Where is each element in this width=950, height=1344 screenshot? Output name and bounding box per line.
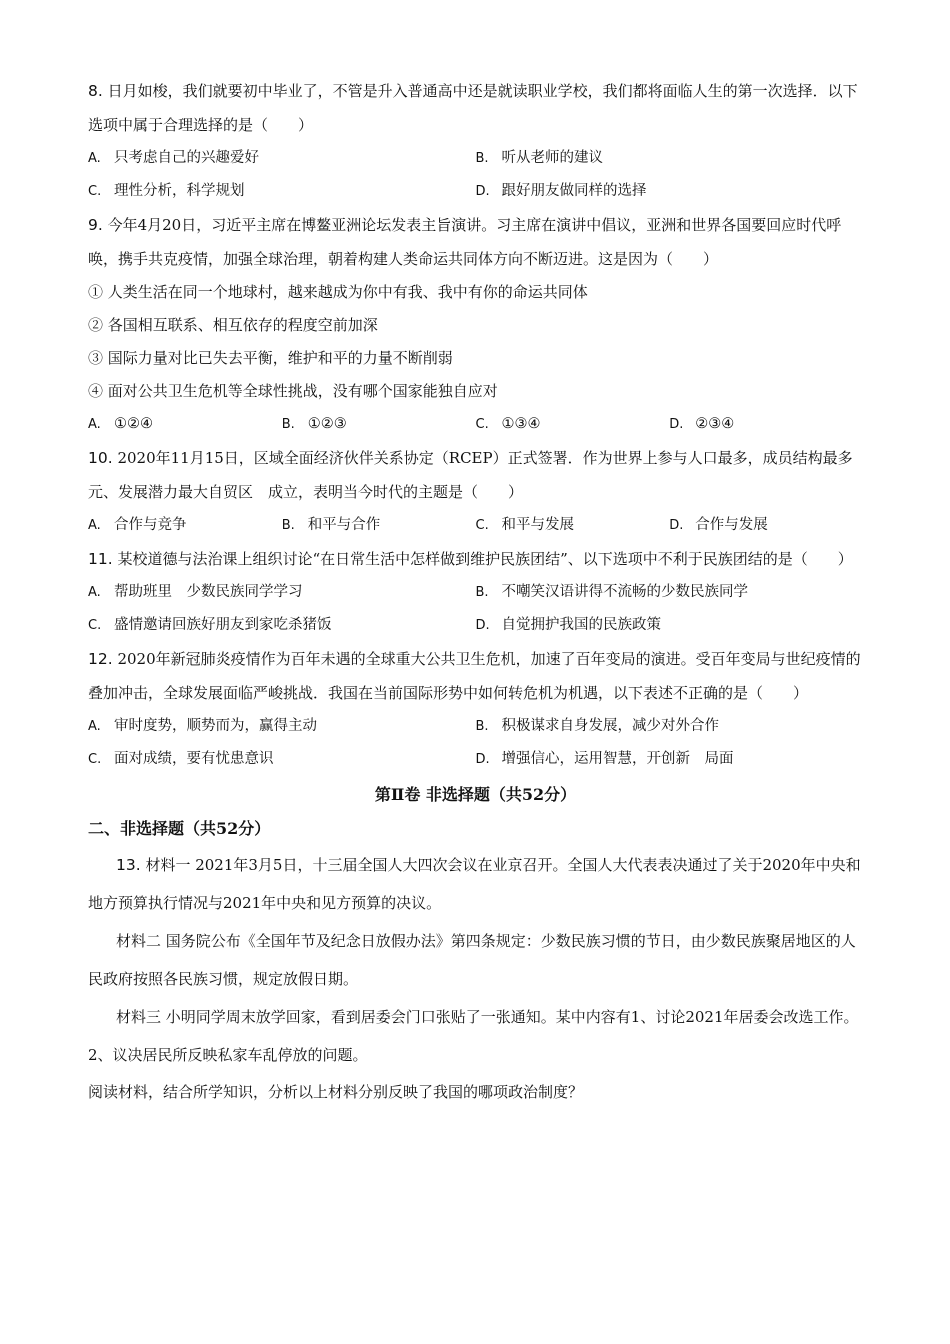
- question-text: 2020年11月15日，区域全面经济伙伴关系协定（RCEP）正式签署．作为世界上参与人口最多，成员结构最多元、发展潜力最大自贸区 成立，表明当今时代的主题是（ ）: [88, 449, 853, 501]
- statement-1: ① 人类生活在同一个地球村，越来越成为你中有我、我中有你的命运共同体: [88, 283, 588, 301]
- question-number: 9.: [88, 216, 103, 234]
- statement-3: ③ 国际力量对比已失去平衡，维护和平的力量不断削弱: [88, 349, 453, 367]
- question-11-stem: [88, 542, 863, 576]
- question-11-options-row2: [88, 609, 863, 642]
- option-a: A. 帮助班里 少数民族同学学习: [88, 584, 303, 600]
- option-c: C. ①③④: [475, 416, 541, 432]
- question-13-material-1: 13. 材料一 2021年3月5日，十三届全国人大四次会议在业京召开。全国人大代表表决通过了关于2020年中央和地方预算执行情况与2021年中央和见方预算的决议。: [88, 856, 861, 912]
- option-a: A. ①②④: [88, 416, 153, 432]
- question-13-material-3: 材料三 小明同学周末放学回家，看到居委会门口张贴了一张通知。某中内容有1、讨论2021年居委会改选工作。2、议决居民所反映私家车乱停放的问题。: [88, 1008, 859, 1064]
- option-b: B. 和平与合作: [281, 517, 381, 533]
- statement-2: ② 各国相互联系、相互依存的程度空前加深: [88, 316, 378, 334]
- question-text: 2020年新冠肺炎疫情作为百年未遇的全球重大公共卫生危机，加速了百年变局的演进。受百年变局与世纪疫情的叠加冲击，全球发展面临严峻挑战．我国在当前国际形势中如何转危机为机遇，以下表述不正确的是（ ）: [88, 650, 861, 702]
- question-9-options: [88, 408, 863, 441]
- option-b: B. 听从老师的建议: [475, 150, 603, 166]
- option-a: A. 只考虑自己的兴趣爱好: [88, 150, 259, 166]
- question-10-stem: [88, 441, 863, 509]
- option-c: C. 盛情邀请回族好朋友到家吃杀猪饭: [88, 617, 332, 633]
- option-a: A. 审时度势，顺势而为，赢得主动: [88, 718, 317, 734]
- question-number: 11.: [88, 550, 113, 568]
- option-d: D. ②③④: [669, 416, 735, 432]
- question-number: 10.: [88, 449, 113, 467]
- question-12-options-row2: [88, 743, 863, 776]
- exam-page: [88, 74, 863, 1110]
- question-9-stem: [88, 208, 863, 276]
- part-2-title: 二、非选择题（共52分）: [88, 819, 271, 838]
- statement-4: ④ 面对公共卫生危机等全球性挑战，没有哪个国家能独自应对: [88, 382, 498, 400]
- question-8-options-row2: [88, 175, 863, 208]
- option-d: D. 自觉拥护我国的民族政策: [475, 617, 661, 633]
- option-b: B. 积极谋求自身发展，减少对外合作: [475, 718, 719, 734]
- question-number: 12.: [88, 650, 113, 668]
- question-text: 日月如梭，我们就要初中毕业了，不管是升入普通高中还是就读职业学校，我们都将面临人生的第一次选择．以下选项中属于合理选择的是（ ）: [88, 82, 858, 134]
- option-b: B. ①②③: [281, 416, 347, 432]
- question-text: 某校道德与法治课上组织讨论“在日常生活中怎样做到维护民族团结”、以下选项中不利于民族团结的是（ ）: [117, 550, 853, 568]
- question-text: 今年4月20日，习近平主席在博鳌亚洲论坛发表主旨演讲。习主席在演讲中倡议，亚洲和世界各国要回应时代呼唤，携手共克疫情，加强全球治理，朝着构建人类命运共同体方向不断迈进。这是因为（ ）: [88, 216, 842, 268]
- option-a: A. 合作与竞争: [88, 517, 187, 533]
- question-13-material-2: 材料二 国务院公布《全国年节及纪念日放假办法》第四条规定：少数民族习惯的节日，由少数民族聚居地区的人民政府按照各民族习惯，规定放假日期。: [88, 932, 856, 988]
- option-c: C. 面对成绩，要有忧患意识: [88, 751, 274, 767]
- option-c: C. 理性分析，科学规划: [88, 183, 245, 199]
- option-d: D. 合作与发展: [669, 517, 768, 533]
- section-2-title: 第Ⅱ卷 非选择题（共52分）: [374, 785, 577, 804]
- question-12-options-row1: [88, 710, 863, 743]
- question-number: 8.: [88, 82, 103, 100]
- question-8-stem: [88, 74, 863, 142]
- question-12-stem: [88, 642, 863, 710]
- option-d: D. 跟好朋友做同样的选择: [475, 183, 647, 199]
- question-13-prompt: 阅读材料，结合所学知识，分析以上材料分别反映了我国的哪项政治制度？: [88, 1083, 584, 1101]
- question-10-options: [88, 509, 863, 542]
- option-d: D. 增强信心，运用智慧，开创新 局面: [475, 751, 734, 767]
- question-11-options-row1: [88, 576, 863, 609]
- option-c: C. 和平与发展: [475, 517, 574, 533]
- question-number: 13.: [116, 856, 141, 874]
- option-b: B. 不嘲笑汉语讲得不流畅的少数民族同学: [475, 584, 748, 600]
- question-8-options-row1: [88, 142, 863, 175]
